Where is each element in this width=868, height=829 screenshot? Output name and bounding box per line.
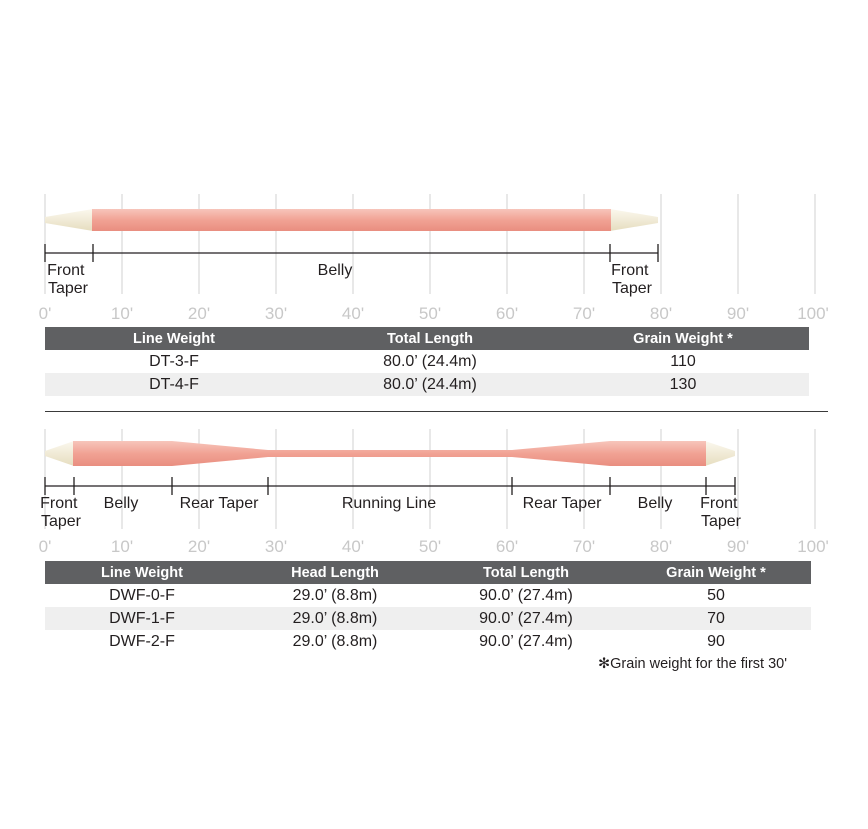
- scale-label: 60': [495, 304, 519, 323]
- segment-label-rear-taper: Rear Taper: [179, 495, 259, 512]
- table-cell: 70: [621, 607, 811, 630]
- segment-label-rear-taper: Rear Taper: [522, 495, 602, 512]
- scale-label: 90': [726, 304, 750, 323]
- table-cell: 90: [707, 632, 725, 650]
- table-cell: DT-4-F: [45, 373, 303, 396]
- dt-line-diagram: [0, 180, 868, 330]
- column-header: Total Length: [303, 327, 557, 350]
- rear-taper-tip: [610, 209, 658, 231]
- table-cell: 50: [707, 586, 725, 604]
- scale-label: 70': [572, 304, 596, 323]
- segment-label-belly: Belly: [637, 495, 673, 512]
- grain-weight-footnote: ✻Grain weight for the first 30': [598, 656, 787, 672]
- segment-label-front-taper: Front Taper: [700, 495, 742, 530]
- rear-front-taper-tip: [705, 441, 735, 466]
- table-cell: 80.0’ (24.4m): [383, 352, 477, 370]
- table-row: [45, 350, 809, 373]
- column-header: Line Weight: [45, 327, 303, 350]
- dt-dimension-line: [45, 244, 658, 262]
- column-header: Line Weight: [45, 561, 239, 584]
- table-cell: 80.0’ (24.4m): [303, 373, 557, 396]
- table-cell: 29.0’ (8.8m): [292, 586, 378, 604]
- scale-label: 40': [341, 537, 365, 556]
- head-and-running-line: [73, 441, 706, 466]
- table-cell: 29.0’ (8.8m): [292, 632, 378, 650]
- table-row: [45, 607, 811, 630]
- dwf-fly-line: [45, 441, 735, 466]
- scale-label: 60': [495, 537, 519, 556]
- scale-label: 100': [797, 304, 829, 323]
- table-row: [45, 373, 809, 396]
- scale-label: 10': [110, 304, 134, 323]
- dt-segment-labels: [47, 262, 653, 297]
- table-cell: 130: [557, 373, 809, 396]
- table-row: [45, 584, 811, 607]
- front-taper-tip: [45, 441, 74, 466]
- scale-label: 20': [187, 304, 211, 323]
- column-header: Grain Weight *: [557, 327, 809, 350]
- table-cell: 110: [670, 352, 696, 370]
- scale-label: 80': [649, 304, 673, 323]
- scale-label: 50': [418, 537, 442, 556]
- table-header-row: [45, 327, 809, 350]
- scale-label: 80': [649, 537, 673, 556]
- scale-label: 50': [418, 304, 442, 323]
- table-cell: DWF-1-F: [45, 607, 239, 630]
- segment-label-front-taper: Front Taper: [40, 495, 82, 530]
- segment-label-belly: Belly: [317, 262, 353, 279]
- scale-label: 30': [264, 537, 288, 556]
- dt-fly-line: [45, 209, 658, 231]
- column-header: Grain Weight *: [621, 561, 811, 584]
- dwf-scale-labels: [39, 537, 829, 556]
- table-cell: DT-3-F: [149, 352, 199, 370]
- scale-label: 10': [110, 537, 134, 556]
- scale-label: 100': [797, 537, 829, 556]
- dt-spec-table: [45, 327, 809, 396]
- table-row: [45, 630, 811, 653]
- scale-label: 70': [572, 537, 596, 556]
- scale-label: 0': [38, 537, 52, 556]
- dwf-line-diagram: [0, 415, 868, 565]
- scale-label: 0': [38, 304, 52, 323]
- section-divider: [45, 411, 828, 412]
- table-header-row: [45, 561, 811, 584]
- segment-label-front-taper: Front Taper: [611, 262, 653, 297]
- dwf-spec-table: [45, 561, 811, 653]
- table-cell: DWF-0-F: [109, 586, 175, 604]
- dt-scale-labels: [39, 304, 829, 323]
- column-header: Total Length: [431, 561, 621, 584]
- front-taper-tip: [45, 209, 93, 231]
- segment-label-front-taper: Front Taper: [47, 262, 89, 297]
- column-header: Head Length: [239, 561, 431, 584]
- dwf-segment-labels: [40, 495, 742, 530]
- table-cell: 90.0’ (27.4m): [431, 607, 621, 630]
- table-cell: 29.0’ (8.8m): [239, 607, 431, 630]
- scale-label: 40': [341, 304, 365, 323]
- scale-label: 20': [187, 537, 211, 556]
- table-cell: 90.0’ (27.4m): [479, 586, 573, 604]
- segment-label-running-line: Running Line: [341, 495, 437, 512]
- dwf-dimension-line: [45, 477, 735, 495]
- table-cell: 90.0’ (27.4m): [479, 632, 573, 650]
- segment-label-belly: Belly: [103, 495, 139, 512]
- table-cell: DWF-2-F: [109, 632, 175, 650]
- scale-label: 90': [726, 537, 750, 556]
- scale-label: 30': [264, 304, 288, 323]
- belly-segment: [92, 209, 611, 231]
